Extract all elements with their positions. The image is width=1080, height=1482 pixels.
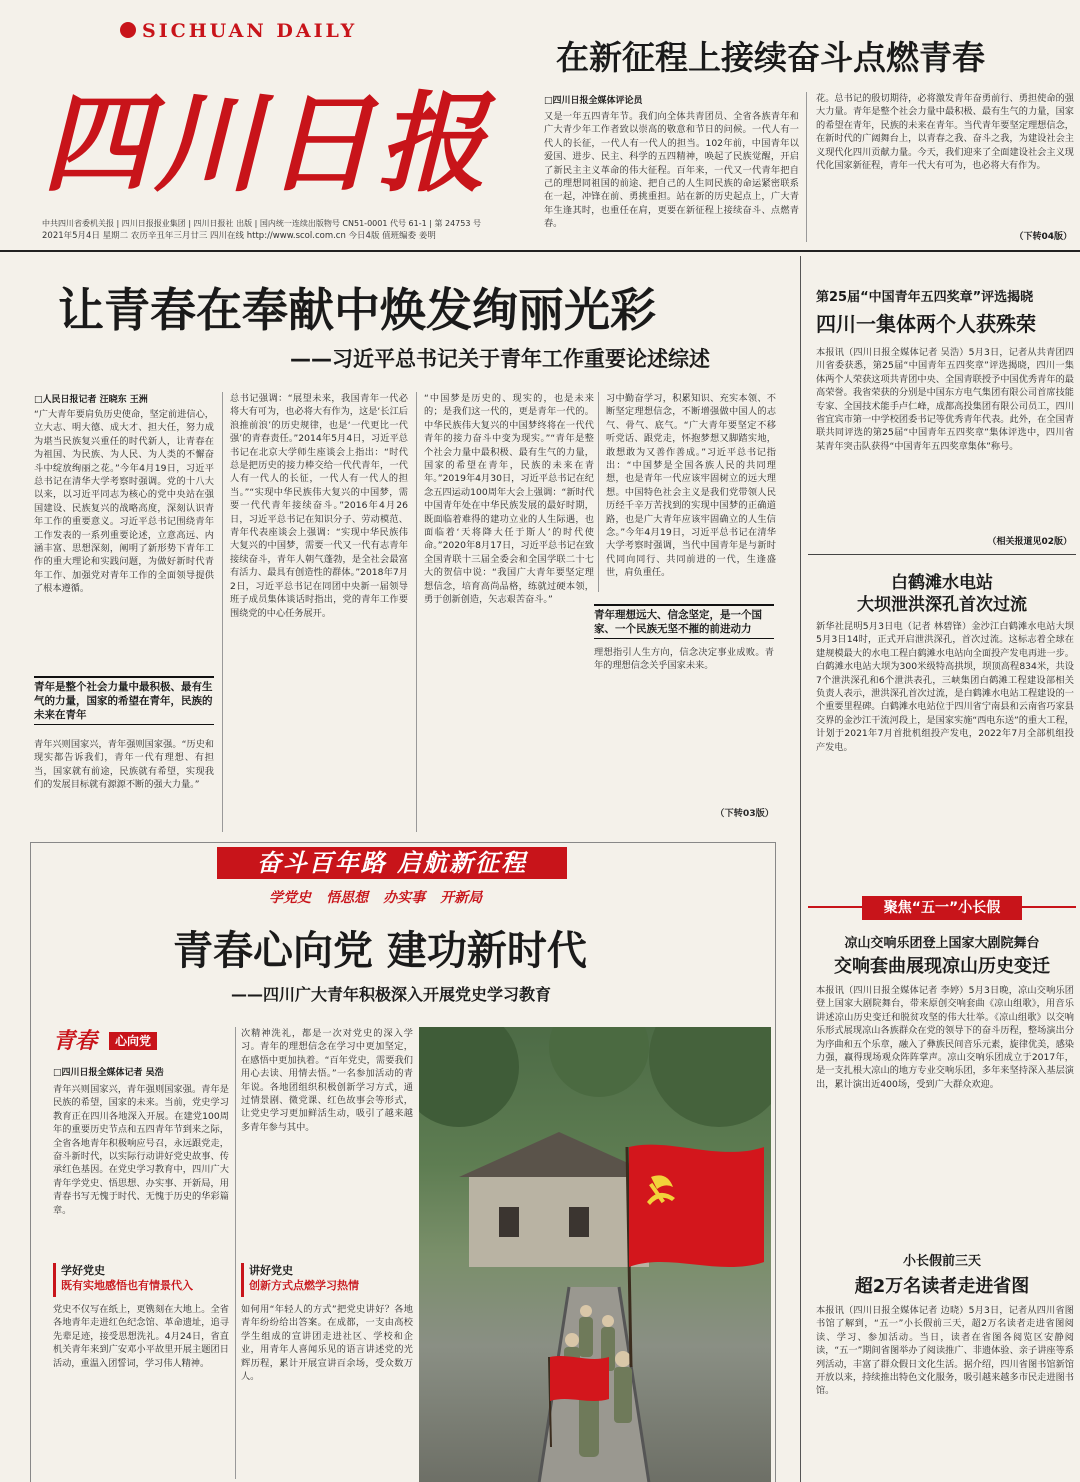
top-article-continued: （下转04版） <box>1014 232 1072 242</box>
top-article-headline: 在新征程上接续奋斗点燃青春 <box>556 38 985 77</box>
sidebar-2 <box>808 560 1076 870</box>
top-article-byline: □四川日报全媒体评论员 <box>544 96 643 106</box>
sidebar-1-text: 本报讯（四川日报全媒体记者 吴浩）5月3日，记者从共青团四川省委获悉，第25届“中国青年五四奖章”评选揭晓，四川一集体两个人荣获这项共青团中央、全国青联授予中国优秀青年的最高荣誉。我省荣获的分别是中国东方电气集团有限公司首席技能专家、全国技术能手卢仁峰，成都高投集团有限公司员工，四川省宜宾市第一中学校团委书记等优秀青年代表。此外，在全国青联共同评选的第25届“中国青年五四奖章”集体评选中，四川省某青年突击队获得“中国青年五四奖章集体”称号。 <box>816 347 1074 452</box>
main-col4-continued: （下转03版） <box>715 807 774 819</box>
main-divider-3 <box>598 392 599 592</box>
main-headline: 让青春在奉献中焕发绚丽光彩 <box>58 283 656 337</box>
main-col1-heading: 青年是整个社会力量中最积极、最有生气的力量，国家的希望在青年，民族的未来在青年 <box>34 676 214 725</box>
main-col1: “广大青年要肩负历史使命，坚定前进信心，立大志、明大德、成大才、担大任，努力成为堪当民族复兴重任的时代新人，让青春在为祖国、为民族、为人民、为人类的不懈奋斗中绽放绚丽之花。”今年4月19日，习近平总书记在清华大学考察时强调。党的十八大以来，以习近平同志为核心的党中央站在强国建设、民族复兴的战略高度，深刻认识青年工作的重要意义。习近平总书记围绕青年工作发表的一系列重要论述，立意高远、内涵丰富、思想深刻，阐明了新形势下青年工作的重大理论和实践问题，为做好新时代青年工作、加强党对青年工作的全面领导提供了根本遵循。 <box>34 409 214 595</box>
main-col3: “中国梦是历史的、现实的，也是未来的；是我们这一代的，更是青年一代的。中华民族伟大复兴的中国梦终将在一代代青年的接力奋斗中变为现实。”“青年是整个社会力量中最积极、最有生气的力量，国家的希望在青年，民族的未来在青年。”2019年4月30日，习近平总书记在纪念五四运动100周年大会上强调：“新时代中国青年处在中华民族发展的最好时期，既面临着难得的建功立业的人生际遇，也面临着‘天将降大任于斯人’的时代使命。”2020年8月17日，习近平总书记在致全国青联十三届全委会和全国学联二十七大的贺信中说：“我国广大青年要坚定理想信念，培育高尚品格，练就过硬本领，勇于创新创造，矢志艰苦奋斗。” <box>424 393 594 606</box>
sidebar-4-headline: 超2万名读者走进省图 <box>854 1276 1030 1297</box>
feature-tag-1: 学党史 <box>269 890 311 906</box>
feature-headline: 青春心向党 建功新时代 <box>173 928 587 974</box>
main-col2: 总书记强调：“展望未来，我国青年一代必将大有可为，也必将大有作为，这是‘长江后浪推前浪’的历史规律，也是‘一代更比一代强’的青春责任。”2014年5月4日，习近平总书记在北京大学师生座谈会上指出：“时代总是把历史的接力棒交给一代代青年，一代人有一代人的长征，一代人有一代人的担当。”“实现中华民族伟大复兴的中国梦，需要一代代青年接续奋斗。”2016年4月26日，习近平总书记在知识分子、劳动模范、青年代表座谈会上强调：“实现中华民族伟大复兴的中国梦，需要一代又一代有志青年接续奋斗，青年人朝气蓬勃，是全社会最富有活力、最具有创造性的群体。”2018年7月2日，习近平总书记在同团中央新一届领导班子成员集体谈话时指出，党的青年工作要围绕党的中心任务展开。 <box>230 393 408 619</box>
sidebar-2-text: 新华社昆明5月3日电（记者 林碧锋）金沙江白鹤滩水电站大坝5月3日14时，正式开启泄洪深孔，首次过流。这标志着全球在建规模最大的水电工程白鹤滩水电站向全面投产发电再进一步。白鹤滩水电站大坝为300米级特高拱坝，坝顶高程834米，共设7个泄洪深孔和6个泄洪表孔，三峡集团白鹤滩工程建设部相关负责人表示，泄洪深孔首次过流，是白鹤滩水电站工程建设的一个重要里程碑。白鹤滩水电站位于四川省宁南县和云南省巧家县交界的金沙江干流河段上，是国家实施“西电东送”的重大工程，计划于2021年7月首批机组投产发电，2022年7月全部机组投产发电。 <box>816 621 1074 753</box>
sidebar-2-headline-1: 白鹤滩水电站 <box>891 573 993 593</box>
feature-col1-h2: 既有实地感悟也有情景代入 <box>61 1279 193 1292</box>
main-divider-2 <box>416 392 417 832</box>
feature-divider-1 <box>235 1027 236 1479</box>
sidebar-3-headline: 交响套曲展现凉山历史变迁 <box>834 956 1050 977</box>
main-divider-1 <box>222 392 223 832</box>
masthead-info-2: 2021年5月4日 星期二 农历辛丑年三月廿三 四川在线 http://www.scol.com.cn 今日4版 值班编委 姜明 <box>42 231 436 241</box>
feature-section <box>30 842 776 1482</box>
sidebar-3-kicker: 凉山交响乐团登上国家大剧院舞台 <box>844 936 1040 951</box>
top-rule <box>0 250 1080 252</box>
feature-col2-h1: 讲好党史 <box>249 1264 293 1277</box>
feature-logo-left: 青春 <box>53 1028 98 1054</box>
masthead-title: 四川日报 <box>42 81 491 207</box>
sidebar-1 <box>808 256 1076 546</box>
sidebar-1-headline: 四川一集体两个人获殊荣 <box>816 312 1036 336</box>
feature-col2-after: 如何用“年轻人的方式”把党史讲好？各地青年纷纷给出答案。在成都，一支由高校学生组成的宣讲团走进社区、学校和企业，用青年人喜闻乐见的语言讲述党的光辉历程，累计开展宣讲百余场，受众数万人。 <box>241 1304 413 1383</box>
masthead-info-1: 中共四川省委机关报 | 四川日报报业集团 | 四川日报社 出版 | 国内统一连续出版物号 CN51-0001 代号 61-1 | 第 24753 号 <box>42 219 481 228</box>
main-subhead: ——习近平总书记关于青年工作重要论述综述 <box>290 347 710 371</box>
top-article-divider <box>806 92 807 242</box>
feature-photo <box>419 1027 771 1482</box>
feature-col2-heading <box>241 1263 413 1297</box>
feature-subhead: ——四川广大青年积极深入开展党史学习教育 <box>231 985 552 1004</box>
feature-tag-3: 办实事 <box>383 890 426 906</box>
feature-byline: □四川日报全媒体记者 吴浩 <box>53 1068 164 1078</box>
sidebar-4-text: 本报讯（四川日报全媒体记者 边晓）5月3日，记者从四川省图书馆了解到，“五一”小长假前三天，超2万名读者走进省图阅读、学习、参加活动。当日，读者在省图各阅览区安静阅读，“五一”期间省图举办了阅读推广、非遗体验、亲子讲座等系列活动，丰富了群众假日文化生活。据介绍，四川省图书馆新馆开放以来，持续推出特色文化服务，吸引越来越多市民走进图书馆。 <box>816 1305 1074 1397</box>
sidebar-3-banner: 聚焦“五一”小长假 <box>862 896 1022 920</box>
sidebar-4-kicker: 小长假前三天 <box>902 1254 981 1269</box>
masthead-emblem <box>120 22 136 38</box>
sidebar-rule-1 <box>808 554 1076 555</box>
feature-col2: 次精神洗礼，都是一次对党史的深入学习。青年的理想信念在学习中更加坚定，在感悟中更加执着。“百年党史，需要我们用心去读、用情去悟。”一名参加活动的青年说。各地团组织积极创新学习方式，通过情景剧、微党课、红色故事会等形式，让党史学习更加鲜活生动，吸引了越来越多青年参与其中。 <box>241 1028 413 1133</box>
feature-photo-illustration <box>419 1027 771 1482</box>
sidebar-4 <box>808 1250 1076 1480</box>
sidebar-1-related: （相关报道见02版） <box>987 537 1072 547</box>
masthead <box>0 0 540 250</box>
main-article <box>0 256 798 838</box>
main-col4-lower <box>424 716 774 820</box>
feature-col1-h1: 学好党史 <box>61 1264 105 1277</box>
feature-tag-4: 开新局 <box>440 890 483 906</box>
sidebar-3-text: 本报讯（四川日报全媒体记者 李婷）5月3日晚，凉山交响乐团登上国家大剧院舞台，带来原创交响套曲《凉山组歌》，用音乐讲述凉山历史变迁和脱贫攻坚的伟大壮举。《凉山组歌》以交响乐形式展现凉山各族群众在党的领导下的奋斗历程，整场演出分为序曲和五个乐章，融入了彝族民间音乐元素，旋律优美，感染力强，赢得现场观众阵阵掌声。凉山交响乐团成立于2017年，是一支扎根大凉山的地方专业交响乐团，多年来坚持深入基层演出，累计演出近400场，受到广大群众欢迎。 <box>816 985 1074 1090</box>
feature-col1-after: 党史不仅写在纸上，更镌刻在大地上。全省各地青年走进红色纪念馆、革命遗址，追寻先辈足迹，接受思想洗礼。4月24日，省直机关青年来到广安邓小平故里开展主题团日活动，重温入团誓词，学习伟人精神。 <box>53 1304 229 1369</box>
top-article-col1: 又是一年五四青年节。我们向全体共青团员、全省各族青年和广大青少年工作者致以崇高的敬意和节日的问候。一代人有一代人的长征，一代人有一代人的担当。102年前，中国青年以爱国、进步、民主、科学的五四精神，唤起了民族觉醒，开启了新民主主义革命的伟大征程。百年来，一代又一代青年把自己的理想同祖国的前途、把自己的人生同民族的命运紧密联系在一起，冲锋在前、勇挑重担。站在新的历史起点上，广大青年生逢其时，也重任在肩，更要在新征程上接续奋斗、点燃青春。 <box>544 111 799 230</box>
feature-banner <box>217 847 567 879</box>
feature-tags <box>269 887 529 907</box>
main-col4: 习中勤奋学习，积累知识、充实本领、不断坚定理想信念，不断增强做中国人的志气、骨气、底气。“广大青年要坚定不移听党话、跟党走，怀抱梦想又脚踏实地，敢想敢为又善作善成。”习近平总书记指出：“中国梦是全国各族人民的共同理想，也是青年一代应该牢固树立的远大理想。中国特色社会主义是我们党带领人民历经千辛万苦找到的实现中国梦的正确道路，也是广大青年应该牢固确立的人生信念。”今年4月19日，习近平总书记在清华大学考察时强调，当代中国青年是与新时代同向同行、共同前进的一代，生逢盛世，肩负重任。 <box>606 393 776 579</box>
feature-column-logo <box>53 1027 185 1055</box>
feature-tag-2: 悟思想 <box>326 890 369 906</box>
feature-logo-right: 心向党 <box>109 1032 157 1050</box>
masthead-english: SICHUAN DAILY <box>142 20 358 42</box>
right-column-divider <box>800 256 801 1482</box>
sidebar-3 <box>808 880 1076 1180</box>
main-col3-after: 理想指引人生方向，信念决定事业成败。青年的理想信念关乎国家未来。 <box>594 647 774 672</box>
feature-col1: 青年兴则国家兴，青年强则国家强。青年是民族的希望，国家的未来。当前，党史学习教育正在四川各地深入开展。在建党100周年的重要历史节点和五四青年节到来之际，全省各地青年积极响应号召，永远跟党走，奋斗新时代，以实际行动讲好党史故事、传承红色基因。在党史学习教育中，四川广大青年学党史、悟思想、办实事、开新局，用青春书写无愧于时代、无愧于历史的华彩篇章。 <box>53 1084 229 1216</box>
top-article-col2: 花。总书记的殷切期待，必将激发青年奋勇前行、勇担使命的强大力量。青年是整个社会力量中最积极、最有生气的力量，国家的希望在青年，民族的未来在青年。当代青年要坚定理想信念，在新时代的广阔舞台上，以青春之我、奋斗之我，为建设社会主义现代化四川贡献力量。今天，我们迎来了全面建设社会主义现代化国家新征程，青年一代大有可为，也必将大有作为。 <box>816 93 1074 172</box>
top-article <box>540 0 1080 250</box>
feature-col1-heading <box>53 1263 229 1297</box>
sidebar-1-kicker: 第25届“中国青年五四奖章”评选揭晓 <box>816 290 1034 305</box>
main-col1-after: 青年兴则国家兴，青年强则国家强。“历史和现实都告诉我们，青年一代有理想、有担当，国家就有前途，民族就有希望，实现我们的发展目标就有源源不断的强大力量。” <box>34 739 214 791</box>
sidebar-2-headline-2: 大坝泄洪深孔首次过流 <box>857 595 1027 615</box>
main-col3-heading: 青年理想远大、信念坚定，是一个国家、一个民族无坚不摧的前进动力 <box>594 604 774 639</box>
feature-col2-h2: 创新方式点燃学习热情 <box>249 1279 359 1292</box>
feature-banner-text: 奋斗百年路 启航新征程 <box>256 849 528 877</box>
main-byline: □人民日报记者 汪晓东 王洲 <box>34 395 148 405</box>
